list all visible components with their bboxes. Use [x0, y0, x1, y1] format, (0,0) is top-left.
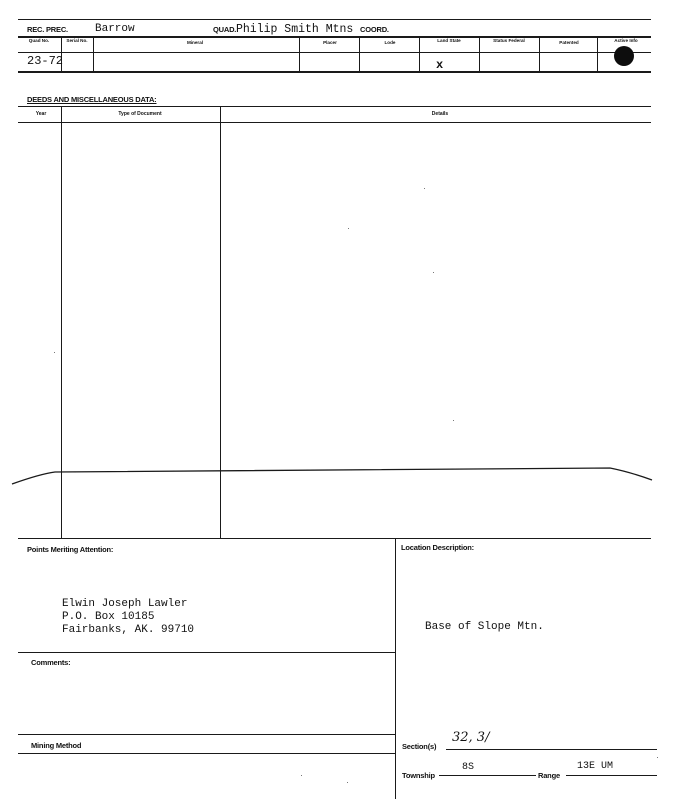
col-sep-7 — [539, 37, 540, 71]
points-line-2: P.O. Box 10185 — [62, 611, 155, 623]
deeds-bottom-rule — [18, 538, 651, 539]
col-serial-no: Serial No. — [66, 38, 88, 43]
col-placer: Placer — [323, 40, 337, 45]
speck — [453, 420, 454, 421]
speck — [424, 188, 425, 189]
points-line-1: Elwin Joseph Lawler — [62, 598, 188, 610]
section-underline — [446, 749, 657, 750]
speck — [657, 757, 658, 758]
column-header-bottom-rule — [18, 52, 651, 53]
deeds-col-year: Year — [35, 111, 47, 117]
speck — [348, 228, 349, 229]
col-sep-2 — [93, 37, 94, 71]
coord-label: COORD. — [360, 25, 389, 34]
township-underline — [439, 775, 536, 776]
rec-prec-label: REC. PREC. — [27, 25, 68, 34]
row-bottom-rule — [18, 71, 651, 73]
col-sep-4 — [359, 37, 360, 71]
deeds-title: DEEDS AND MISCELLANEOUS DATA: — [27, 95, 157, 104]
col-land-state: Land State — [437, 38, 461, 43]
township-value: 8S — [462, 762, 475, 773]
speck — [433, 272, 434, 273]
col-sep-3 — [299, 37, 300, 71]
points-label: Points Meriting Attention: — [27, 545, 114, 554]
speck — [347, 782, 348, 783]
comments-label: Comments: — [31, 658, 71, 667]
col-sep-6 — [479, 37, 480, 71]
location-text: Base of Slope Mtn. — [425, 621, 544, 633]
section-label: Section(s) — [402, 742, 437, 751]
range-value: 13E UM — [577, 761, 614, 772]
col-status-federal: Status Federal — [493, 38, 525, 43]
deeds-header-top-rule — [18, 106, 651, 107]
column-header-top-rule — [18, 36, 651, 38]
col-sep-5 — [419, 37, 420, 71]
row-land-state-mark: x — [436, 58, 444, 72]
mining-bottom-rule — [18, 753, 395, 754]
col-active: Active Info — [614, 38, 638, 43]
mining-top-rule — [18, 734, 395, 735]
lower-col-sep — [395, 539, 396, 799]
active-dot-icon — [614, 46, 634, 66]
section-value: 32, 3/ — [452, 730, 490, 745]
speck — [301, 775, 302, 776]
col-quad-no: Quad No. — [28, 38, 50, 43]
col-lode: Lode — [384, 40, 396, 45]
col-mineral: Mineral — [186, 40, 204, 45]
deeds-header-bottom-rule — [18, 122, 651, 123]
points-line-3: Fairbanks, AK. 99710 — [62, 624, 195, 636]
location-label: Location Description: — [401, 543, 474, 552]
mining-label: Mining Method — [31, 741, 82, 750]
quad-value: Philip Smith Mtns — [236, 23, 354, 36]
row-quad-no: 23-72 — [27, 54, 64, 68]
township-label: Township — [402, 771, 435, 780]
deeds-col-type: Type of Document — [118, 111, 162, 117]
quad-label: QUAD. — [213, 25, 237, 34]
header-top-rule — [18, 19, 651, 20]
col-patented: Patented — [559, 40, 579, 45]
comments-top-rule — [18, 652, 395, 653]
range-label: Range — [538, 771, 560, 780]
speck — [54, 352, 55, 353]
deeds-col-details: Details — [431, 111, 449, 117]
fold-line — [0, 462, 678, 492]
range-underline — [566, 775, 657, 776]
rec-prec-value: Barrow — [95, 23, 135, 35]
col-sep-8 — [597, 37, 598, 71]
